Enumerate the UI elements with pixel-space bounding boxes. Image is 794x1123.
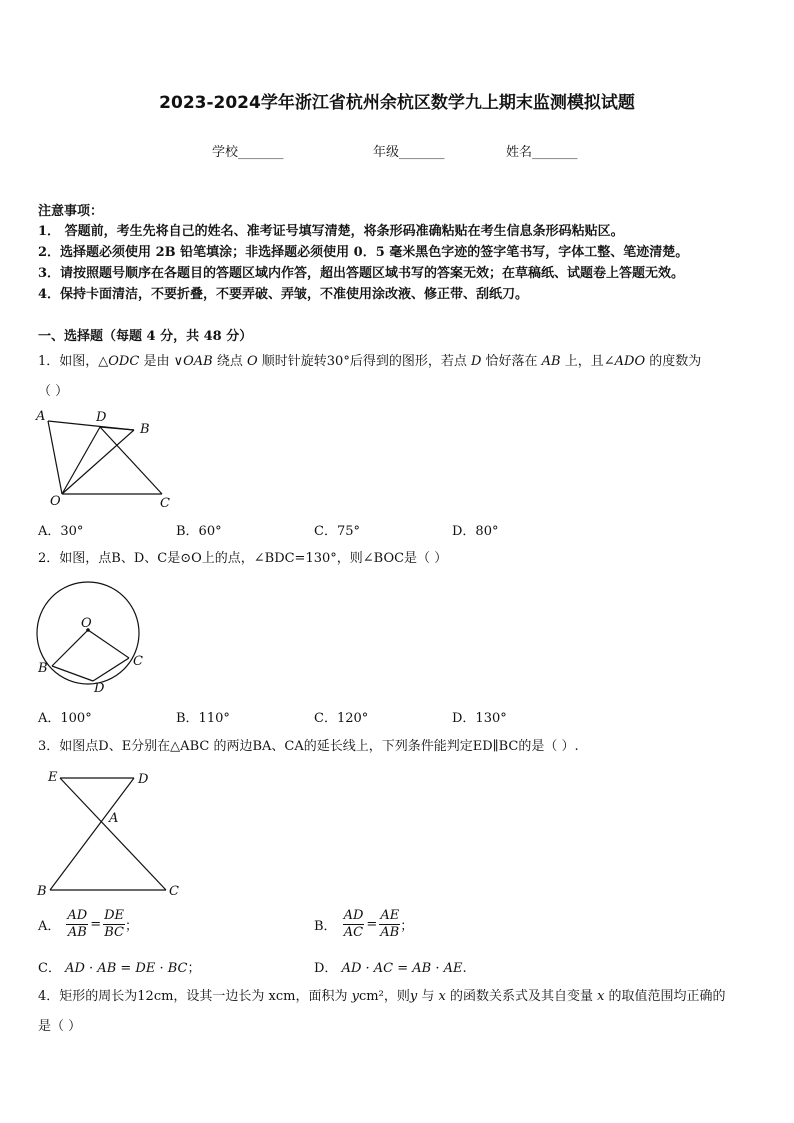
segment-OC xyxy=(88,630,129,658)
segment-DB xyxy=(50,778,134,890)
question-2-figure xyxy=(30,578,160,698)
question-1-text: 1．如图，△ODC 是由 ∨OAB 绕点 O 顺时针旋转30°后得到的图形，若点 D 恰好落在 AB 上，且∠ADO 的度数为 xyxy=(38,354,702,369)
q2-option-c[interactable]: C．120° xyxy=(314,711,369,726)
segment-OB xyxy=(62,430,134,494)
segment-DC xyxy=(100,427,162,494)
question-4-text: 4．矩形的周长为12cm，设其一边长为 xcm，面积为 ycm²，则y 与 x 的函数关系式及其自变量 x 的取值范围均正确的 xyxy=(38,989,726,1004)
question-3-text: 3．如图点D、E分别在△ABC 的两边BA、CA的延长线上，下列条件能判定ED∥BC的是（ ）. xyxy=(38,739,579,754)
q2-option-a[interactable]: A．100° xyxy=(38,711,92,726)
segment-AO xyxy=(48,421,62,494)
question-1-figure xyxy=(34,405,184,515)
q1-option-a[interactable]: A．30° xyxy=(38,524,84,539)
point-label-C: C xyxy=(133,654,143,669)
point-label-D: D xyxy=(94,681,105,696)
q2-option-b[interactable]: B．110° xyxy=(176,711,230,726)
q1-option-b[interactable]: B．60° xyxy=(176,524,222,539)
question-4-text-line2: 是（ ） xyxy=(38,1019,82,1034)
point-label-B: B xyxy=(38,661,48,676)
point-label-C: C xyxy=(169,884,179,899)
q1-option-d[interactable]: D．80° xyxy=(452,524,499,539)
q1-option-c[interactable]: C．75° xyxy=(314,524,360,539)
point-label-C: C xyxy=(160,496,170,511)
segment-OD xyxy=(62,427,100,494)
point-label-B: B xyxy=(140,422,150,437)
point-label-O: O xyxy=(81,616,92,631)
circle-O xyxy=(37,582,139,684)
name-field: 姓名_______ xyxy=(506,145,578,160)
question-1-answer-paren: （ ） xyxy=(38,384,69,399)
point-label-O: O xyxy=(50,494,61,509)
point-label-E: E xyxy=(48,770,58,785)
notes-item-1: 1． 答题前，考生先将自己的姓名、准考证号填写清楚，将条形码准确粘贴在考生信息条形码粘贴区。 xyxy=(38,224,624,239)
question-2-text: 2．如图，点B、D、C是⊙O上的点，∠BDC=130°，则∠BOC是（ ） xyxy=(38,551,448,566)
q3-option-a[interactable]: A． $\frac{AD}{AB}$ = $\frac{DE}{BC}$ ； xyxy=(38,908,139,940)
q3-option-d[interactable]: D． AD · AC = AB · AE. xyxy=(314,961,467,976)
point-label-D: D xyxy=(138,772,149,787)
point-label-A: A xyxy=(109,811,119,826)
notes-item-2: 2．选择题必须使用 2B 铅笔填涂；非选择题必须使用 0．5 毫米黑色字迹的签字笔书写，字体工整、笔迹清楚。 xyxy=(38,245,689,260)
school-field: 学校_______ xyxy=(212,145,284,160)
point-label-D: D xyxy=(96,410,107,425)
grade-field: 年级_______ xyxy=(373,145,445,160)
question-3-figure xyxy=(34,765,184,900)
page-title: 2023-2024学年浙江省杭州余杭区数学九上期末监测模拟试题 xyxy=(159,93,635,113)
q3-option-c[interactable]: C． AD · AB = DE · BC； xyxy=(38,961,201,976)
q3-option-b[interactable]: B． $\frac{AD}{AC}$ = $\frac{AE}{AB}$ ； xyxy=(314,908,414,940)
segment-BD xyxy=(52,666,93,681)
notes-item-4: 4．保持卡面清洁，不要折叠，不要弄破、弄皱，不准使用涂改液、修正带、刮纸刀。 xyxy=(38,287,529,302)
notes-item-3: 3．请按照题号顺序在各题目的答题区域内作答，超出答题区域书写的答案无效；在草稿纸、试题卷上答题无效。 xyxy=(38,266,685,281)
section-heading: 一、选择题（每题 4 分，共 48 分） xyxy=(38,329,253,344)
segment-EC xyxy=(60,778,166,890)
segment-OB xyxy=(52,630,88,666)
notes-heading: 注意事项： xyxy=(38,204,104,219)
q2-option-d[interactable]: D．130° xyxy=(452,711,507,726)
point-label-B: B xyxy=(37,884,47,899)
point-label-A: A xyxy=(36,409,46,424)
